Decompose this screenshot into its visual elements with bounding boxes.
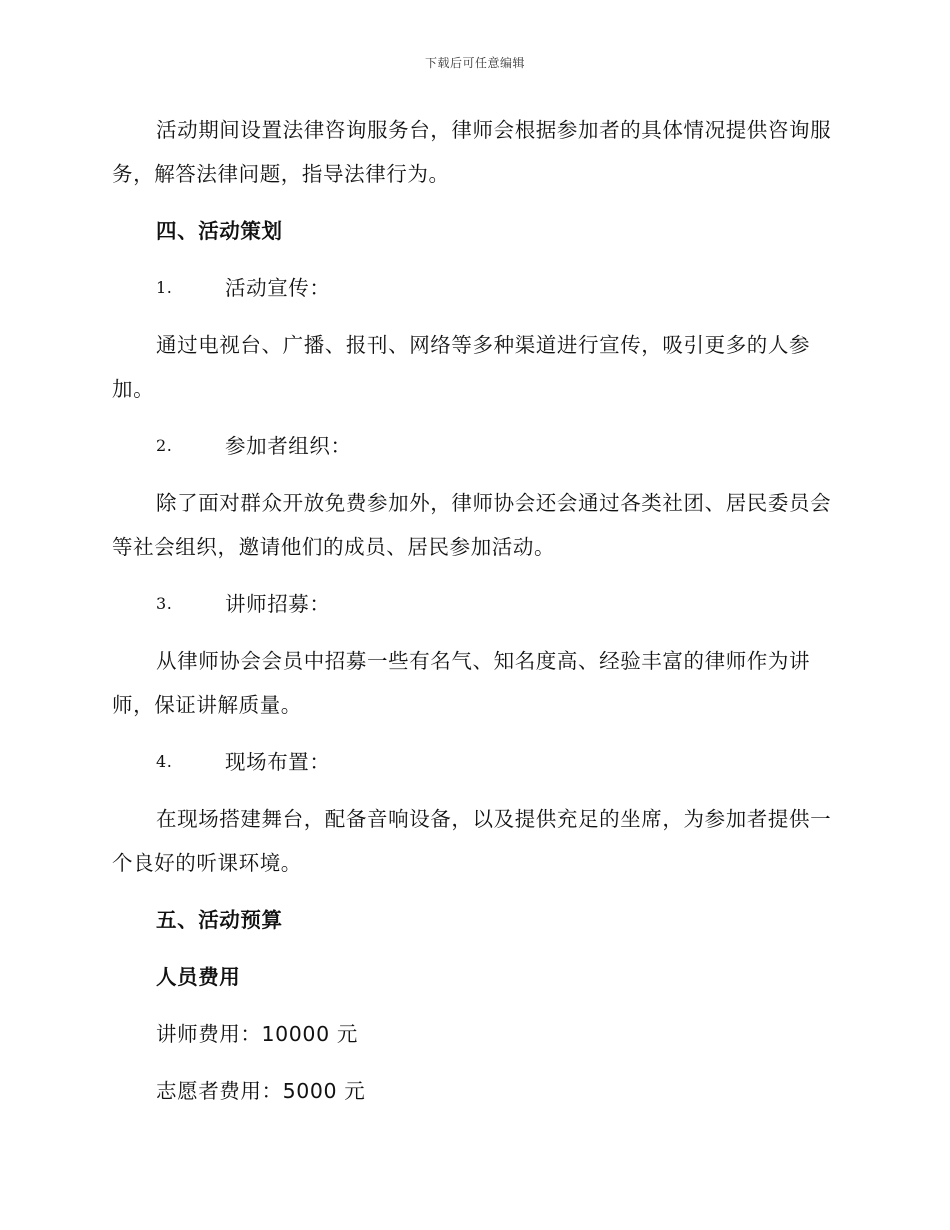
list-item-3 xyxy=(156,582,842,626)
paragraph-consultation: 活动期间设置法律咨询服务台，律师会根据参加者的具体情况提供咨询服务，解答法律问题，指导法律行为。 xyxy=(112,118,832,186)
list-item-2 xyxy=(156,424,842,468)
list-item-title: 活动宣传： xyxy=(225,276,331,300)
cost-line-lecturer: 讲师费用：10000 元 xyxy=(156,1022,358,1046)
section-five-heading: 五、活动预算 xyxy=(156,908,283,932)
list-item-text: 除了面对群众开放免费参加外，律师协会还会通过各类社团、居民委员会等社会组织，邀请他们的成员、居民参加活动。 xyxy=(112,491,832,559)
list-item-title: 讲师招募： xyxy=(225,592,331,616)
document-body xyxy=(112,108,842,1126)
cost-line-volunteer: 志愿者费用：5000 元 xyxy=(156,1079,366,1103)
list-number: 3. xyxy=(156,594,173,613)
list-item-4 xyxy=(156,740,842,784)
section-four-heading: 四、活动策划 xyxy=(156,219,283,243)
list-number: 2. xyxy=(156,436,173,455)
list-item-title: 现场布置： xyxy=(225,750,331,774)
personnel-cost-heading: 人员费用 xyxy=(156,965,241,989)
list-number: 1. xyxy=(156,278,173,297)
list-number: 4. xyxy=(156,752,173,771)
page-header: 下载后可任意编辑 xyxy=(424,56,525,70)
list-item-title: 参加者组织： xyxy=(225,434,352,458)
list-item-text: 从律师协会会员中招募一些有名气、知名度高、经验丰富的律师作为讲师，保证讲解质量。 xyxy=(112,649,811,717)
list-item-text: 通过电视台、广播、报刊、网络等多种渠道进行宣传，吸引更多的人参加。 xyxy=(112,333,811,401)
list-item-text: 在现场搭建舞台，配备音响设备，以及提供充足的坐席，为参加者提供一个良好的听课环境。 xyxy=(112,807,832,875)
list-item-1 xyxy=(156,266,842,310)
